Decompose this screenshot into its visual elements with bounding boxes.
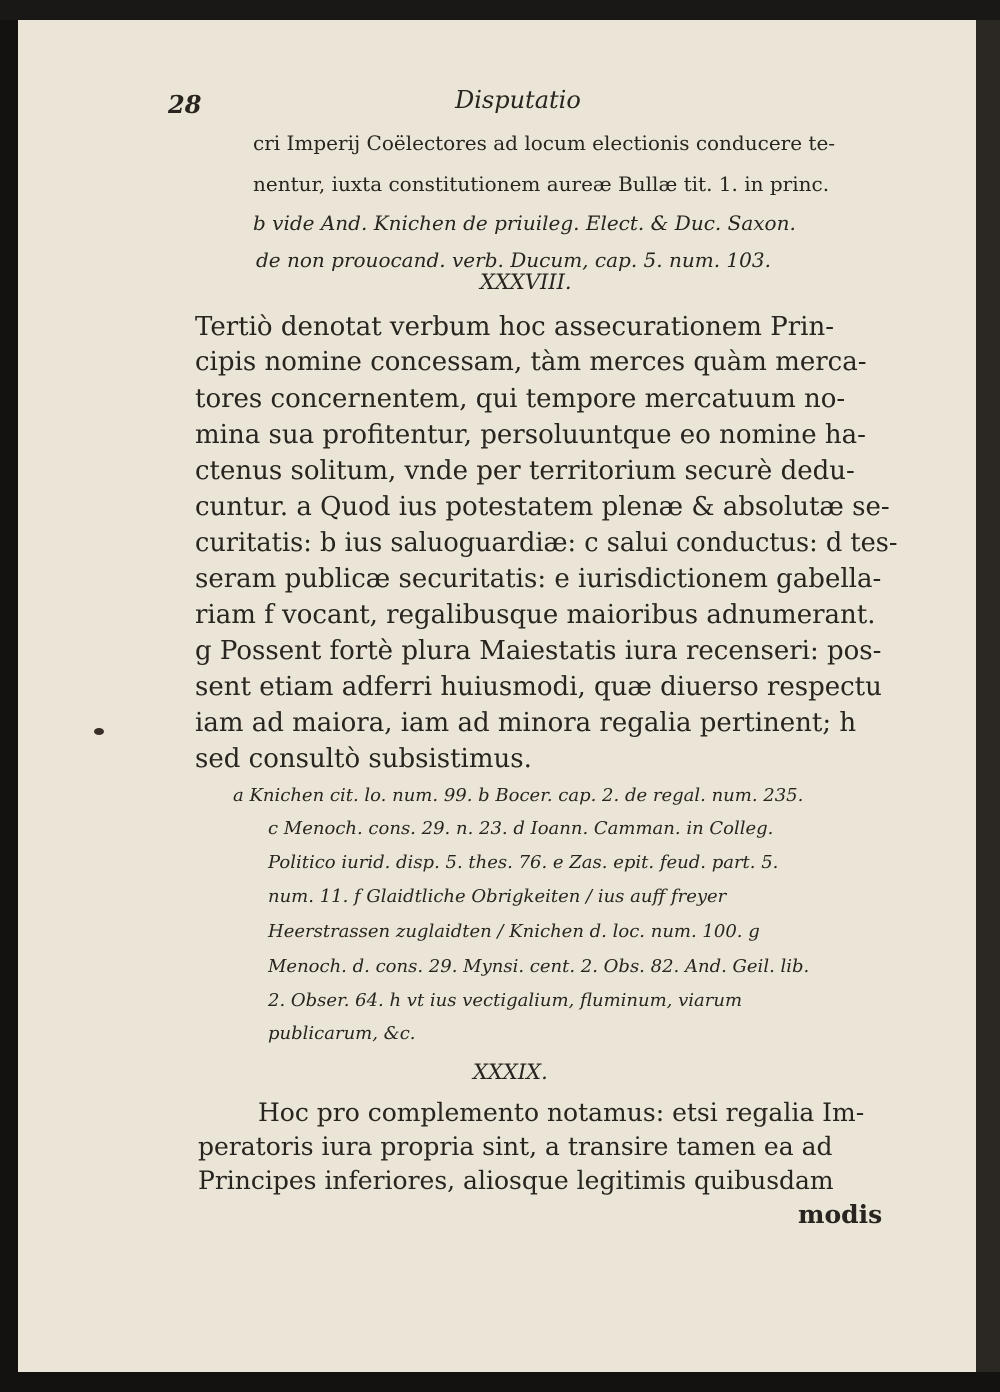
top-edge — [0, 0, 1000, 20]
para-38-line: ctenus solitum, vnde per territorium securè dedu- — [195, 456, 855, 486]
section-heading-38: XXXVIII. — [480, 270, 572, 294]
top-line-3: b vide And. Knichen de priuileg. Elect. & Duc. Saxon. — [253, 211, 796, 235]
para-39-line: Principes inferiores, aliosque legitimis quibusdam — [198, 1166, 834, 1195]
footnote-line: Menoch. d. cons. 29. Mynsi. cent. 2. Obs. 82. And. Geil. lib. — [268, 956, 810, 977]
top-line-4: de non prouocand. verb. Ducum, cap. 5. num. 103. — [256, 248, 771, 272]
footnote-line: a Knichen cit. lo. num. 99. b Bocer. cap. 2. de regal. num. 235. — [233, 785, 804, 806]
section-heading-39: XXXIX. — [473, 1060, 548, 1084]
para-38-line: sed consultò subsistimus. — [195, 744, 532, 774]
para-38-line: cipis nomine concessam, tàm merces quàm merca- — [195, 347, 867, 377]
para-38-line: curitatis: b ius saluoguardiæ: c salui conductus: d tes- — [195, 528, 898, 558]
para-38-line: tores concernentem, qui tempore mercatuum no- — [195, 384, 846, 414]
ink-mark — [94, 728, 104, 735]
gutter-edge — [976, 20, 1000, 1372]
footnote-line: 2. Obser. 64. h vt ius vectigalium, fluminum, viarum — [268, 990, 743, 1011]
footnote-line: Heerstrassen zuglaidten / Knichen d. loc. num. 100. g — [268, 921, 760, 942]
para-38-line: seram publicæ securitatis: e iurisdictionem gabella- — [195, 564, 882, 594]
catchword: modis — [798, 1200, 883, 1229]
para-38-line: mina sua profitentur, persoluuntque eo nomine ha- — [195, 420, 866, 450]
top-line-1: cri Imperij Coëlectores ad locum electionis conducere te- — [253, 131, 836, 155]
page-number: 28 — [168, 90, 202, 119]
para-39-line: peratoris iura propria sint, a transire tamen ea ad — [198, 1132, 833, 1161]
top-line-2: nentur, iuxta constitutionem aureæ Bullæ tit. 1. in princ. — [253, 172, 830, 196]
book-page — [18, 20, 976, 1372]
para-38-line: sent etiam adferri huiusmodi, quæ diuerso respectu — [195, 672, 882, 702]
para-38-line: g Possent fortè plura Maiestatis iura recenseri: pos- — [195, 636, 882, 666]
footnote-line: num. 11. f Glaidtliche Obrigkeiten / ius auff freyer — [268, 886, 727, 907]
para-38-line: cuntur. a Quod ius potestatem plenæ & absolutæ se- — [195, 492, 890, 522]
para-38-line: riam f vocant, regalibusque maioribus adnumerant. — [195, 600, 876, 630]
running-head: Disputatio — [455, 86, 581, 114]
footnote-line: publicarum, &c. — [268, 1023, 416, 1044]
para-39-line: Hoc pro complemento notamus: etsi regalia Im- — [258, 1098, 865, 1127]
footnote-line: c Menoch. cons. 29. n. 23. d Ioann. Camman. in Colleg. — [268, 818, 774, 839]
para-38-line: iam ad maiora, iam ad minora regalia pertinent; h — [195, 708, 857, 738]
footnote-line: Politico iurid. disp. 5. thes. 76. e Zas. epit. feud. part. 5. — [268, 852, 779, 873]
para-38-line: Tertiò denotat verbum hoc assecurationem Prin- — [195, 312, 834, 342]
